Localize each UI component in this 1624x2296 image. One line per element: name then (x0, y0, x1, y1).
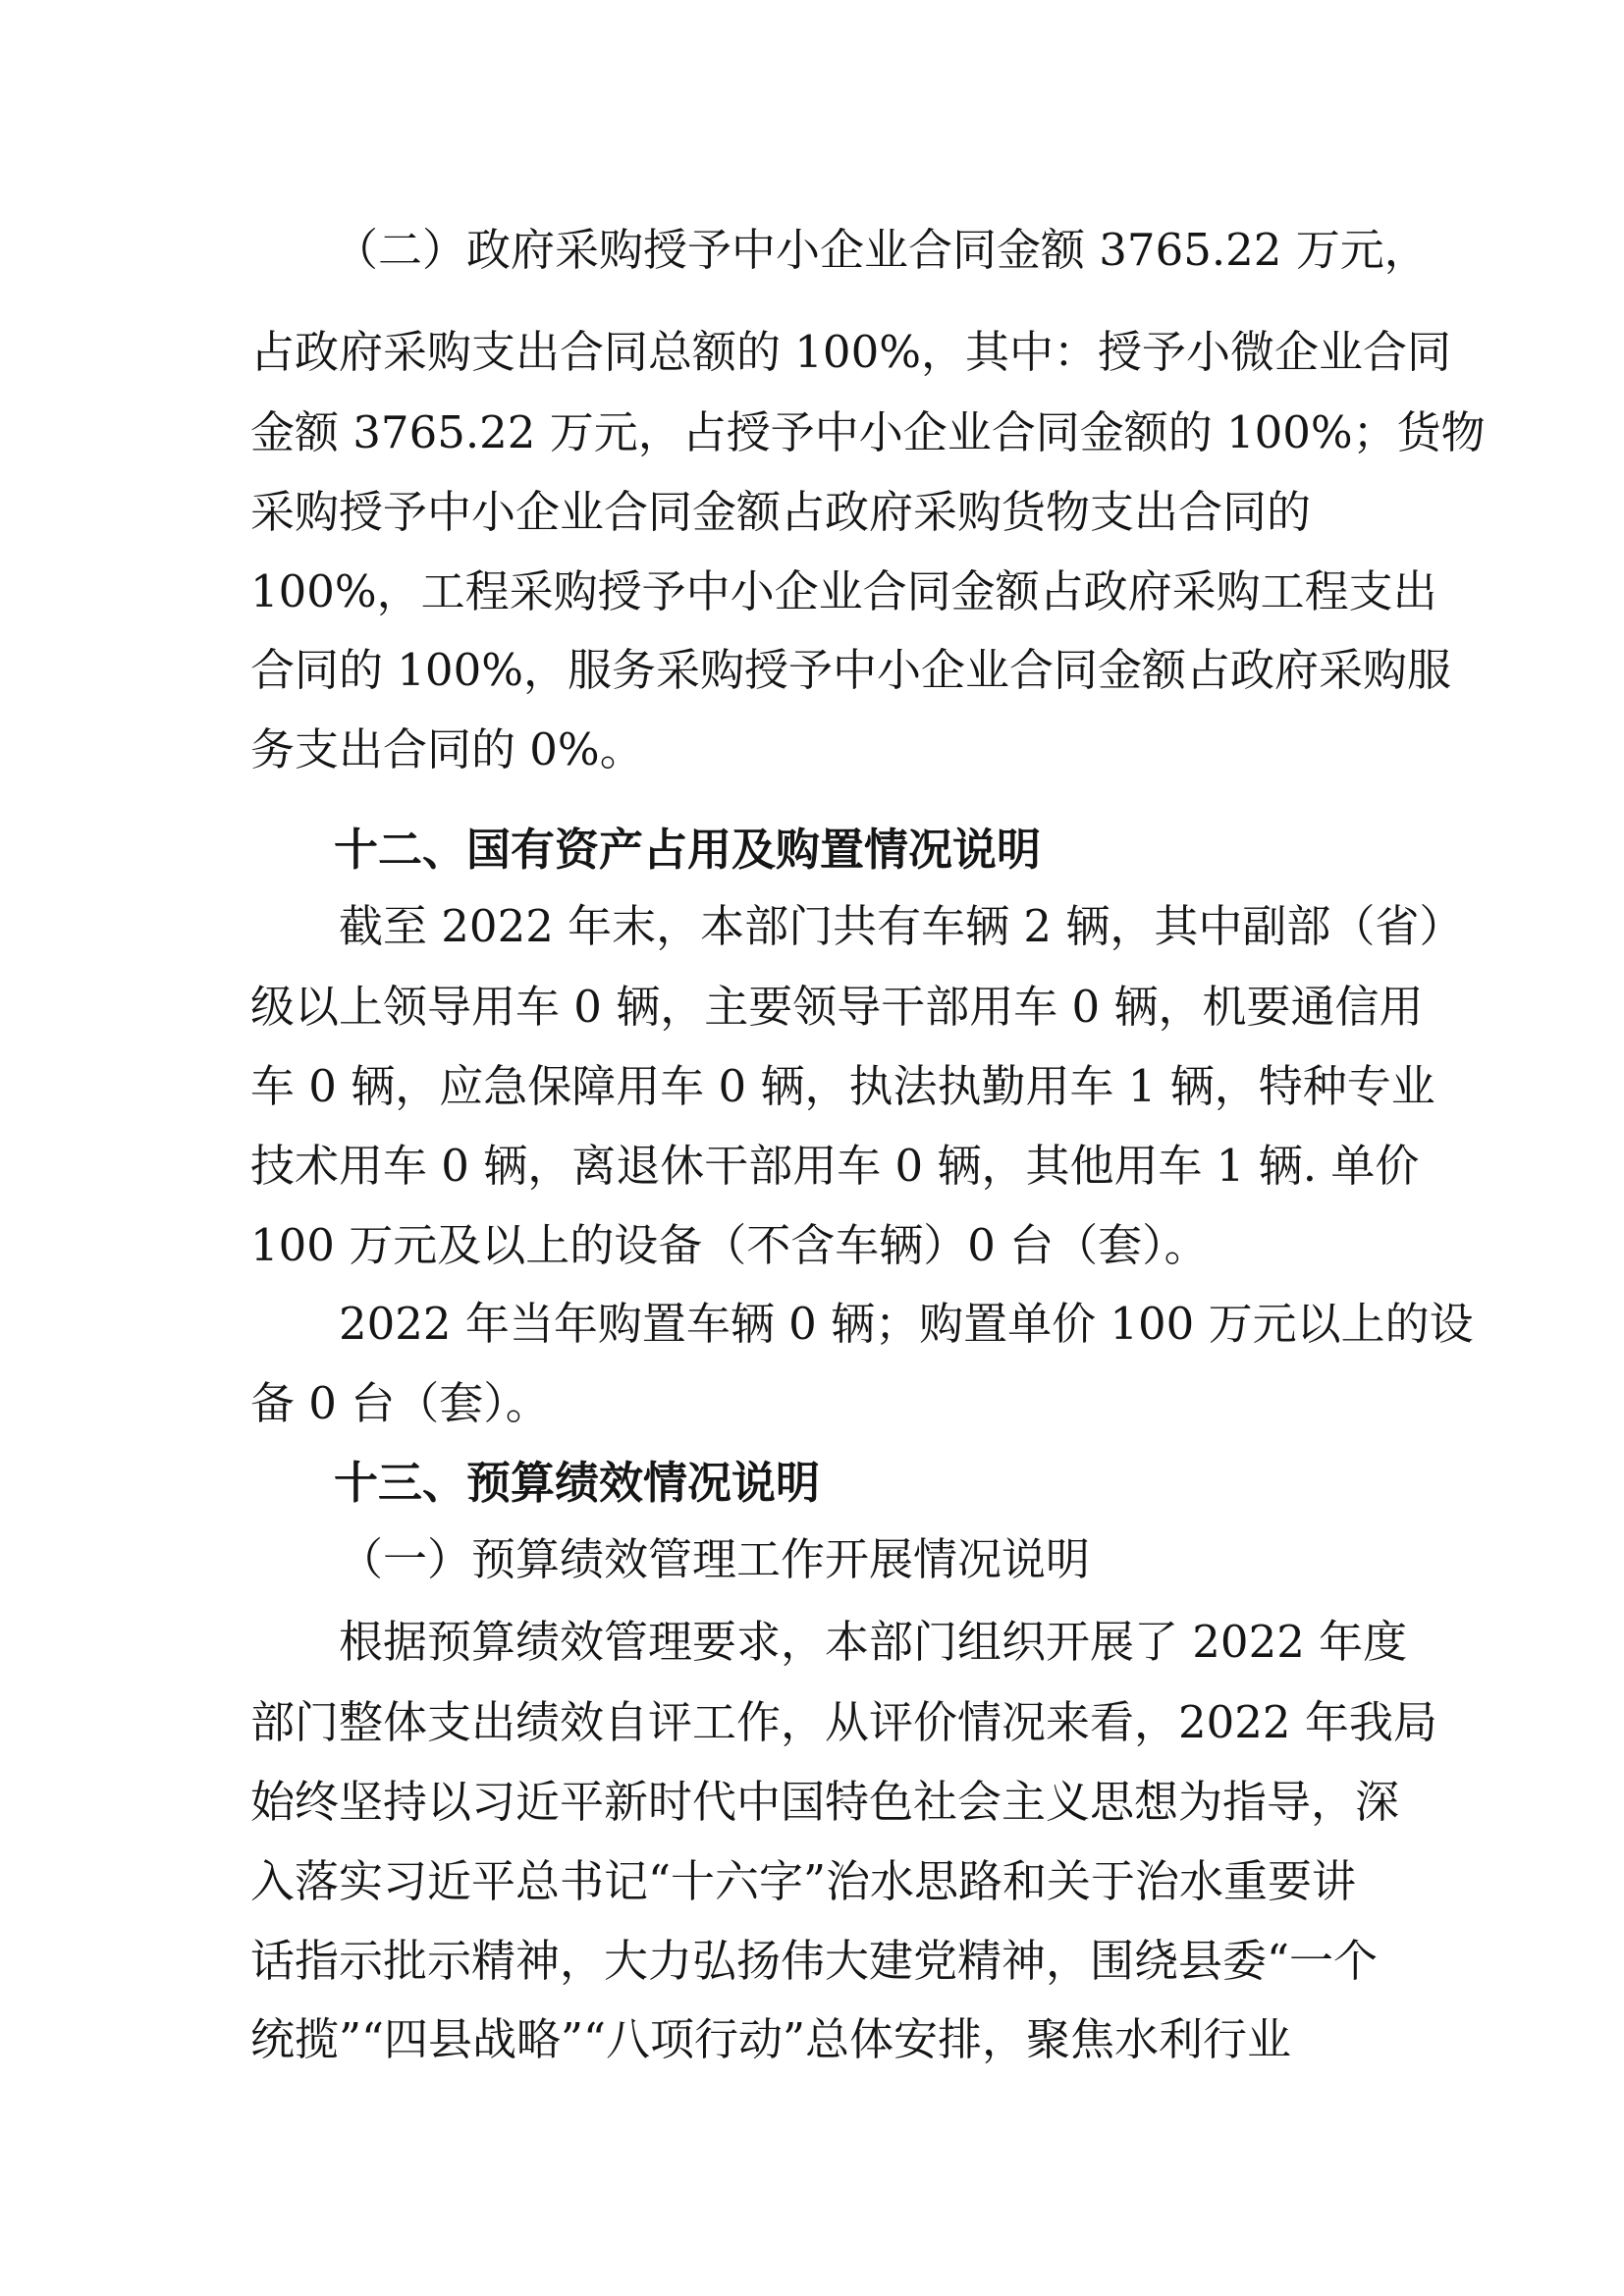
paragraph-line: 车 0 辆，应急保障用车 0 辆，执法执勤用车 1 辆，特种专业 (250, 1060, 1435, 1112)
paragraph-line: 截至 2022 年末，本部门共有车辆 2 辆，其中副部（省） (339, 900, 1464, 952)
subsection-heading: （一）预算绩效管理工作开展情况说明 (339, 1533, 1091, 1585)
paragraph-line: 根据预算绩效管理要求，本部门组织开展了 2022 年度 (339, 1616, 1408, 1668)
paragraph-line: 技术用车 0 辆，离退休干部用车 0 辆，其他用车 1 辆. 单价 (250, 1140, 1420, 1192)
paragraph-line: 占政府采购支出合同总额的 100%，其中：授予小微企业合同 (250, 326, 1451, 378)
paragraph-line: 100 万元及以上的设备（不含车辆）0 台（套）。 (250, 1219, 1209, 1271)
paragraph-line: 2022 年当年购置车辆 0 辆；购置单价 100 万元以上的设 (339, 1298, 1474, 1350)
paragraph-line: 入落实习近平总书记“十六字”治水思路和关于治水重要讲 (250, 1855, 1357, 1907)
paragraph-line: 备 0 台（套）。 (250, 1377, 550, 1429)
paragraph-line: 级以上领导用车 0 辆，主要领导干部用车 0 辆，机要通信用 (250, 981, 1424, 1033)
paragraph-line: 统揽”“四县战略”“八项行动”总体安排，聚焦水利行业 (250, 2013, 1292, 2065)
paragraph-line: 合同的 100%，服务采购授予中小企业合同金额占政府采购服 (250, 644, 1451, 696)
paragraph-line: （二）政府采购授予中小企业合同金额 3765.22 万元， (334, 224, 1429, 276)
section-heading: 十三、预算绩效情况说明 (334, 1457, 821, 1509)
paragraph-line: 务支出合同的 0%。 (250, 723, 644, 775)
paragraph-line: 部门整体支出绩效自评工作，从评价情况来看，2022 年我局 (250, 1696, 1437, 1748)
section-heading: 十二、国有资产占用及购置情况说明 (334, 824, 1042, 876)
paragraph-line: 100%，工程采购授予中小企业合同金额占政府采购工程支出 (250, 565, 1437, 617)
paragraph-line: 话指示批示精神，大力弘扬伟大建党精神，围绕县委“一个 (250, 1935, 1379, 1987)
paragraph-line: 始终坚持以习近平新时代中国特色社会主义思想为指导，深 (250, 1776, 1400, 1828)
paragraph-line: 金额 3765.22 万元，占授予中小企业合同金额的 100%；货物 (250, 406, 1486, 458)
paragraph-line: 采购授予中小企业合同金额占政府采购货物支出合同的 (250, 486, 1312, 538)
